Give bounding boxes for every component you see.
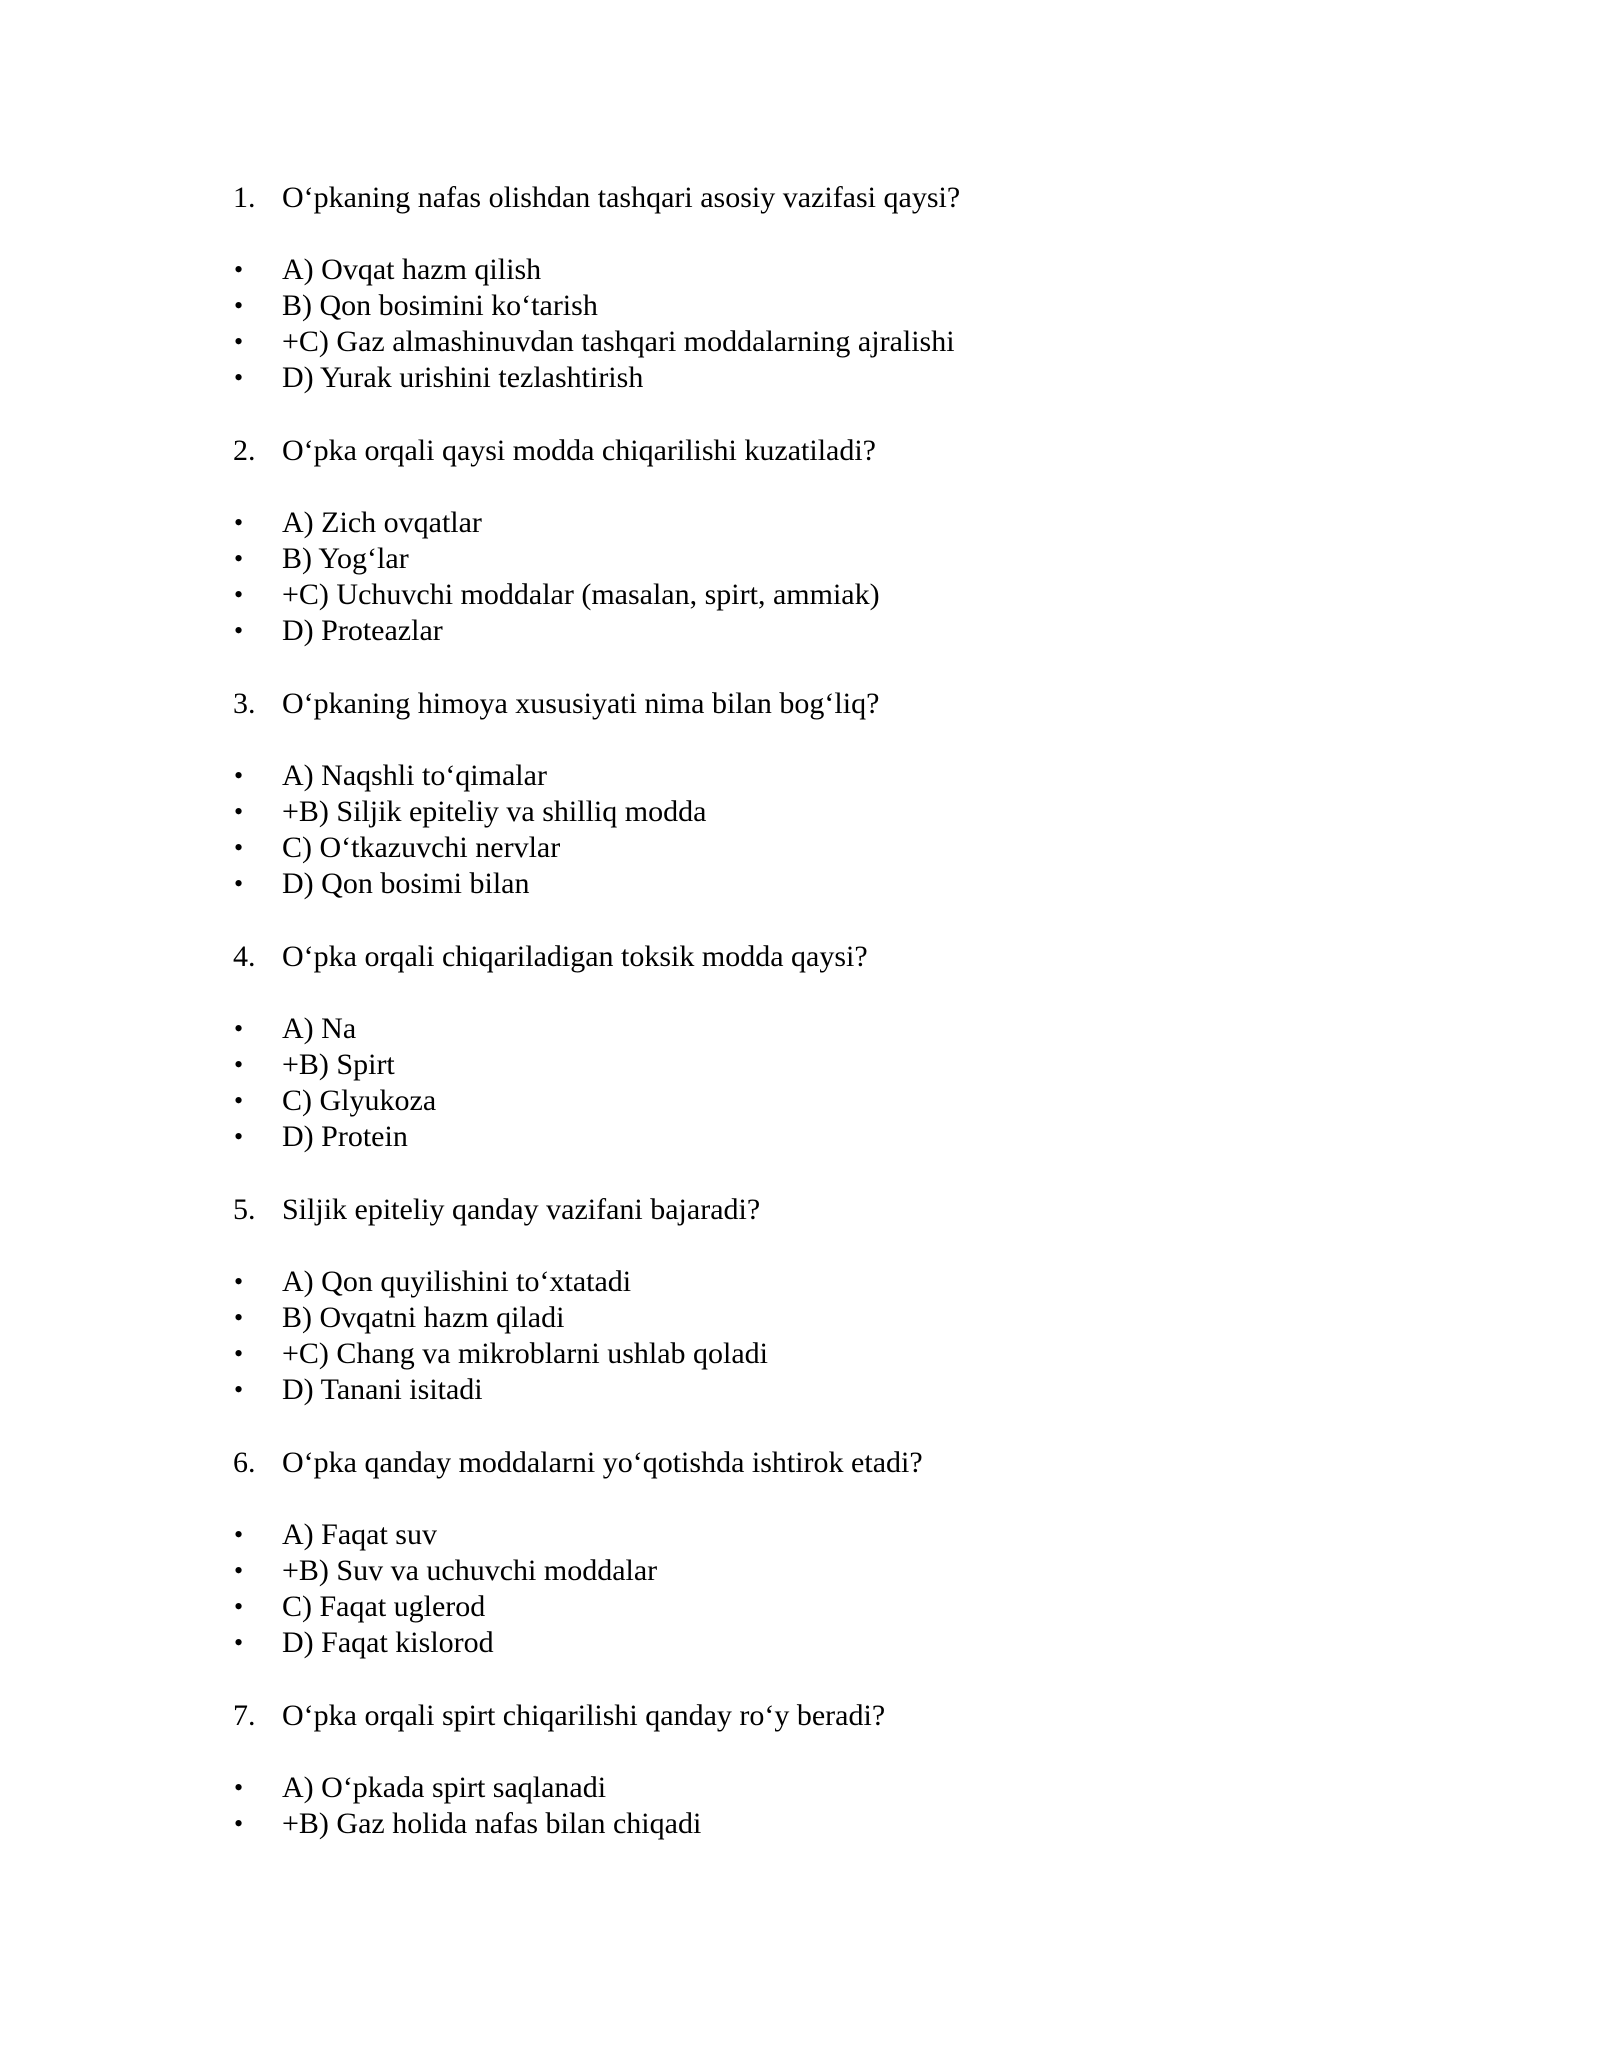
- question-number: 4.: [233, 940, 256, 973]
- question-text: O‘pkaning himoya xususiyati nima bilan bog‘liq?: [282, 687, 880, 720]
- question-number: 2.: [233, 434, 256, 467]
- answer-options: [0, 758, 1600, 902]
- answer-options: [0, 252, 1600, 396]
- bullet-icon: •: [234, 833, 244, 862]
- answer-option: [0, 1517, 1600, 1553]
- answer-text: +C) Uchuvchi moddalar (masalan, spirt, ammiak): [282, 578, 880, 611]
- bullet-icon: •: [234, 869, 244, 898]
- question-number: 6.: [233, 1446, 256, 1479]
- question-block: [0, 180, 1600, 433]
- question-heading: [0, 939, 1600, 975]
- answer-option: [0, 1770, 1600, 1806]
- question-number: 3.: [233, 687, 256, 720]
- bullet-icon: •: [234, 1267, 244, 1296]
- bullet-icon: •: [234, 363, 244, 392]
- bullet-icon: •: [234, 1375, 244, 1404]
- question-number: 7.: [233, 1699, 256, 1732]
- bullet-icon: •: [234, 616, 244, 645]
- question-text: O‘pka orqali qaysi modda chiqarilishi kuzatiladi?: [282, 434, 876, 467]
- bullet-icon: •: [234, 1339, 244, 1368]
- answer-options: [0, 1517, 1600, 1661]
- answer-text: B) Qon bosimini ko‘tarish: [282, 289, 598, 322]
- answer-option: [0, 866, 1600, 902]
- bullet-icon: •: [234, 797, 244, 826]
- bullet-icon: •: [234, 327, 244, 356]
- question-text: O‘pka qanday moddalarni yo‘qotishda ishtirok etadi?: [282, 1446, 923, 1479]
- bullet-icon: •: [234, 1556, 244, 1585]
- answer-options: [0, 1770, 1600, 1842]
- answer-option: [0, 794, 1600, 830]
- question-heading: [0, 686, 1600, 722]
- bullet-icon: •: [234, 291, 244, 320]
- question-block: [0, 1698, 1600, 1951]
- answer-option: [0, 1083, 1600, 1119]
- answer-text: A) Faqat suv: [282, 1518, 437, 1551]
- answer-text: +B) Gaz holida nafas bilan chiqadi: [282, 1807, 702, 1840]
- bullet-icon: •: [234, 580, 244, 609]
- answer-text: A) Qon quyilishini to‘xtatadi: [282, 1265, 632, 1298]
- answer-option: [0, 1047, 1600, 1083]
- question-heading: [0, 1698, 1600, 1734]
- bullet-icon: •: [234, 1628, 244, 1657]
- bullet-icon: •: [234, 1809, 244, 1838]
- answer-text: A) O‘pkada spirt saqlanadi: [282, 1771, 607, 1804]
- answer-option: [0, 613, 1600, 649]
- answer-text: D) Tanani isitadi: [282, 1373, 483, 1406]
- question-heading: [0, 1445, 1600, 1481]
- answer-text: A) Naqshli to‘qimalar: [282, 759, 547, 792]
- answer-text: +B) Siljik epiteliy va shilliq modda: [282, 795, 707, 828]
- bullet-icon: •: [234, 255, 244, 284]
- question-block: [0, 686, 1600, 939]
- answer-text: +B) Suv va uchuvchi moddalar: [282, 1554, 658, 1587]
- answer-option: [0, 288, 1600, 324]
- answer-option: [0, 360, 1600, 396]
- answer-options: [0, 1011, 1600, 1155]
- answer-text: D) Protein: [282, 1120, 408, 1153]
- bullet-icon: •: [234, 761, 244, 790]
- answer-text: D) Qon bosimi bilan: [282, 867, 530, 900]
- answer-option: [0, 758, 1600, 794]
- answer-option: [0, 1372, 1600, 1408]
- answer-text: +C) Gaz almashinuvdan tashqari moddalarning ajralishi: [282, 325, 955, 358]
- bullet-icon: •: [234, 1592, 244, 1621]
- answer-option: [0, 1119, 1600, 1155]
- bullet-icon: •: [234, 1773, 244, 1802]
- bullet-icon: •: [234, 1050, 244, 1079]
- question-block: [0, 1192, 1600, 1445]
- answer-text: A) Na: [282, 1012, 357, 1045]
- answer-text: D) Faqat kislorod: [282, 1626, 494, 1659]
- question-heading: [0, 433, 1600, 469]
- question-block: [0, 433, 1600, 686]
- question-block: [0, 939, 1600, 1192]
- answer-option: [0, 541, 1600, 577]
- bullet-icon: •: [234, 508, 244, 537]
- answer-option: [0, 1336, 1600, 1372]
- answer-option: [0, 1625, 1600, 1661]
- answer-option: [0, 505, 1600, 541]
- answer-text: D) Proteazlar: [282, 614, 443, 647]
- answer-options: [0, 505, 1600, 649]
- question-text: O‘pkaning nafas olishdan tashqari asosiy vazifasi qaysi?: [282, 181, 961, 214]
- question-number: 1.: [233, 181, 256, 214]
- answer-option: [0, 1264, 1600, 1300]
- answer-text: +B) Spirt: [282, 1048, 395, 1081]
- question-block: [0, 1445, 1600, 1698]
- question-number: 5.: [233, 1193, 256, 1226]
- answer-option: [0, 252, 1600, 288]
- question-text: O‘pka orqali chiqariladigan toksik modda qaysi?: [282, 940, 868, 973]
- answer-text: C) O‘tkazuvchi nervlar: [282, 831, 561, 864]
- bullet-icon: •: [234, 1014, 244, 1043]
- bullet-icon: •: [234, 1086, 244, 1115]
- answer-text: D) Yurak urishini tezlashtirish: [282, 361, 644, 394]
- answer-text: A) Zich ovqatlar: [282, 506, 482, 539]
- answer-option: [0, 1011, 1600, 1047]
- answer-text: B) Ovqatni hazm qiladi: [282, 1301, 565, 1334]
- answer-text: A) Ovqat hazm qilish: [282, 253, 542, 286]
- bullet-icon: •: [234, 1303, 244, 1332]
- answer-option: [0, 1806, 1600, 1842]
- answer-option: [0, 324, 1600, 360]
- question-text: Siljik epiteliy qanday vazifani bajaradi?: [282, 1193, 761, 1226]
- answer-text: C) Glyukoza: [282, 1084, 437, 1117]
- question-text: O‘pka orqali spirt chiqarilishi qanday ro‘y beradi?: [282, 1699, 886, 1732]
- bullet-icon: •: [234, 544, 244, 573]
- bullet-icon: •: [234, 1520, 244, 1549]
- answer-option: [0, 577, 1600, 613]
- answer-option: [0, 1553, 1600, 1589]
- bullet-icon: •: [234, 1122, 244, 1151]
- answer-text: C) Faqat uglerod: [282, 1590, 486, 1623]
- question-heading: [0, 180, 1600, 216]
- question-list: [0, 180, 1600, 1951]
- answer-text: +C) Chang va mikroblarni ushlab qoladi: [282, 1337, 769, 1370]
- answer-options: [0, 1264, 1600, 1408]
- answer-option: [0, 1589, 1600, 1625]
- answer-text: B) Yog‘lar: [282, 542, 409, 575]
- answer-option: [0, 830, 1600, 866]
- answer-option: [0, 1300, 1600, 1336]
- question-heading: [0, 1192, 1600, 1228]
